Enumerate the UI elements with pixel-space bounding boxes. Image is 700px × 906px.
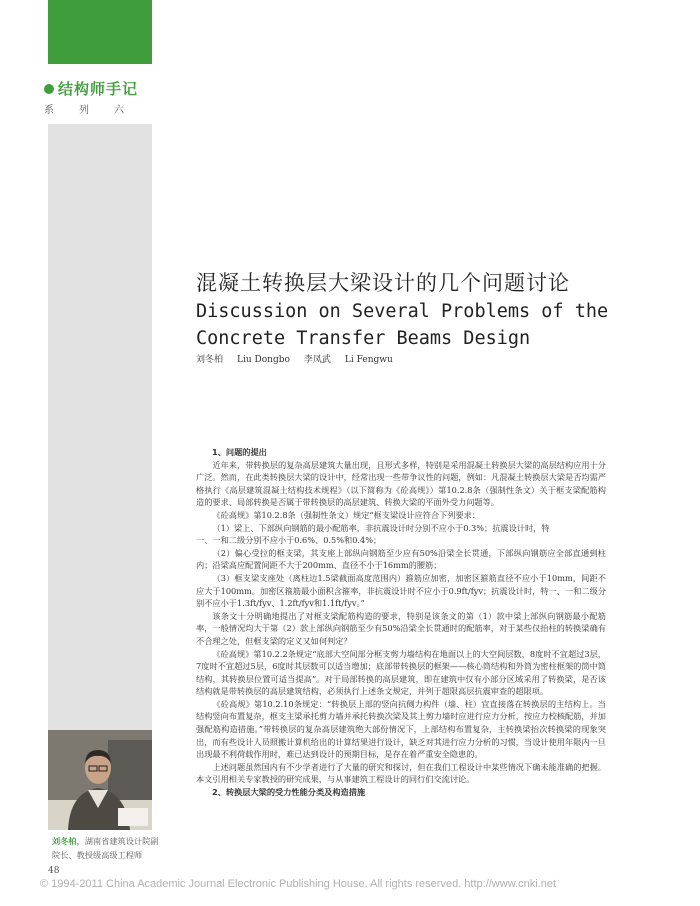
series-header (44, 78, 149, 116)
article-body (196, 446, 606, 799)
author-name: 刘冬柏 (196, 355, 224, 365)
author-name: 李凤武 (303, 355, 331, 365)
caption-text: 湖南省建筑设计院副院长、教授级高级工程师 (52, 836, 159, 860)
author-photo (48, 730, 152, 830)
author-name: Li Fengwu (344, 355, 393, 365)
caption-name: 刘冬柏， (52, 836, 85, 846)
article-title-cn: 混凝土转换层大梁设计的几个问题讨论 (196, 271, 570, 295)
green-corner-block (48, 0, 152, 64)
author-line (196, 352, 407, 365)
paragraph: 一、一和二级分别不应小于0.6%、0.5%和0.4%； (196, 535, 382, 546)
title-en-line: Concrete Transfer Beams Design (196, 328, 531, 349)
section-heading: 2、转换层大梁的受力性能分类及构造措施 (212, 787, 366, 798)
paragraph: 近年来，带转换层的复杂高层建筑大量出现，且形式多样，特别是采用混凝土转换层大梁的高层结构应用十分广泛。然而，在此类转换层大梁的设计中，经常出现一些带争议性的问题，例如：凡混凝土转换层大梁是否均需严格执行《高层建筑混凝土结构技术规程》（以下简称为《砼高规》）第10.2.8条（强制性条文）关于框支梁配筋构造的要求、局部转换是否属于带转换层的高层建筑、转换大梁的平面外受力问题等。 (196, 459, 606, 508)
section-heading: 1、问题的提出 (212, 447, 267, 457)
series-subtitle (44, 101, 149, 116)
paragraph: （2）偏心受拉的框支梁，其支座上部纵向钢筋至少应有50%沿梁全长贯通，下部纵向钢筋应全部直通到柱内；沿梁高应配置间距不大于200mm、直径不小于16mm的腰筋； (196, 547, 606, 571)
page-number: 48 (48, 866, 60, 876)
series-sub-char: 列 (79, 105, 89, 116)
paragraph: 《砼高规》第10.2.8条（强制性条文）规定“框支梁设计应符合下列要求： (212, 509, 481, 520)
series-sub-char: 系 (44, 105, 54, 116)
paragraph: （3）框支梁支座处（离柱边1.5梁截面高度范围内）箍筋应加密，加密区箍筋直径不应小于10mm，间距不应大于100mm。加密区箍筋最小面积含箍率，非抗震设计时不应小于0.9ft/fyv；抗震设计时，特一、一和二级分别不应小于1.3ft/fyv、1.2ft/fyv和1.1ft/fyv。” (196, 572, 606, 609)
paragraph: 《砼高规》第10.2.2条规定“底部大空间部分框支剪力墙结构在地面以上的大空间层数，8度时不宜超过3层，7度时不宜超过5层，6度时其层数可以适当增加；底部带转换层的框架——核心筒结构和外筒为密柱框架的筒中筒结构，其转换层位置可适当提高”。对于局部转换的高层建筑，即在建筑中仅有小部分区域采用了转换梁，是否该结构就是带转换层的高层建筑结构，必须执行上述条文规定，并列于超限高层抗震审查的超限项。 (196, 648, 606, 697)
series-title-text: 结构师手记 (58, 80, 139, 98)
article-title-en (196, 298, 608, 352)
side-gray-bar (48, 124, 152, 730)
paragraph: （1）梁上、下部纵向钢筋的最小配筋率，非抗震设计时分别不应小于0.3%；抗震设计时，特 (212, 522, 550, 533)
series-title (44, 78, 149, 99)
paragraph: 上述问题虽然国内有不少学者进行了大量的研究和探讨，但在我们工程设计中某些情况下确未能准确的把握。本文引用相关专家教授的研究成果，与从事建筑工程设计的同行们交流讨论。 (196, 761, 606, 785)
title-en-line: Discussion on Several Problems of the (196, 301, 609, 322)
photo-caption (52, 834, 162, 862)
bullet-dot-icon (44, 84, 54, 94)
paragraph: 《砼高规》第10.2.10条规定：“转换层上部的竖向抗侧力构件（墙、柱）宜直接落在转换层的主结构上。当结构竖向布置复杂，框支主梁承托剪力墙并承托转换次梁及其上剪力墙时应进行应力分析，按应力校核配筋，并加强配筋构造措施。”带转换层的复杂高层建筑绝大部份情况下，上部结构布置复杂，主转换梁抬次转换梁的现象突出，而有些设计人员照搬计算机给出的计算结果进行设计，缺乏对其进行应力分析的习惯，当设计使用年限内一旦出现最不利荷载作用时，难已达到设计的预期目标，是存在着严重安全隐患的。 (196, 698, 606, 760)
paragraph: 该条文十分明确地提出了对框支梁配筋构造的要求，特别是该条文的第（1）款中梁上部纵向钢筋最小配筋率，一般情况均大于第（2）款上部纵向钢筋至少有50%沿梁全长贯通时的配筋率，对于某些仅抬柱的转换梁确有不合理之处，但框支梁的定义又如何判定？ (196, 610, 606, 646)
author-name: Liu Dongbo (237, 355, 290, 365)
copyright-footer: © 1994-2011 China Academic Journal Electronic Publishing House. All rights reserved. http://www.cnki.net (40, 878, 557, 890)
series-sub-char: 六 (114, 105, 124, 116)
